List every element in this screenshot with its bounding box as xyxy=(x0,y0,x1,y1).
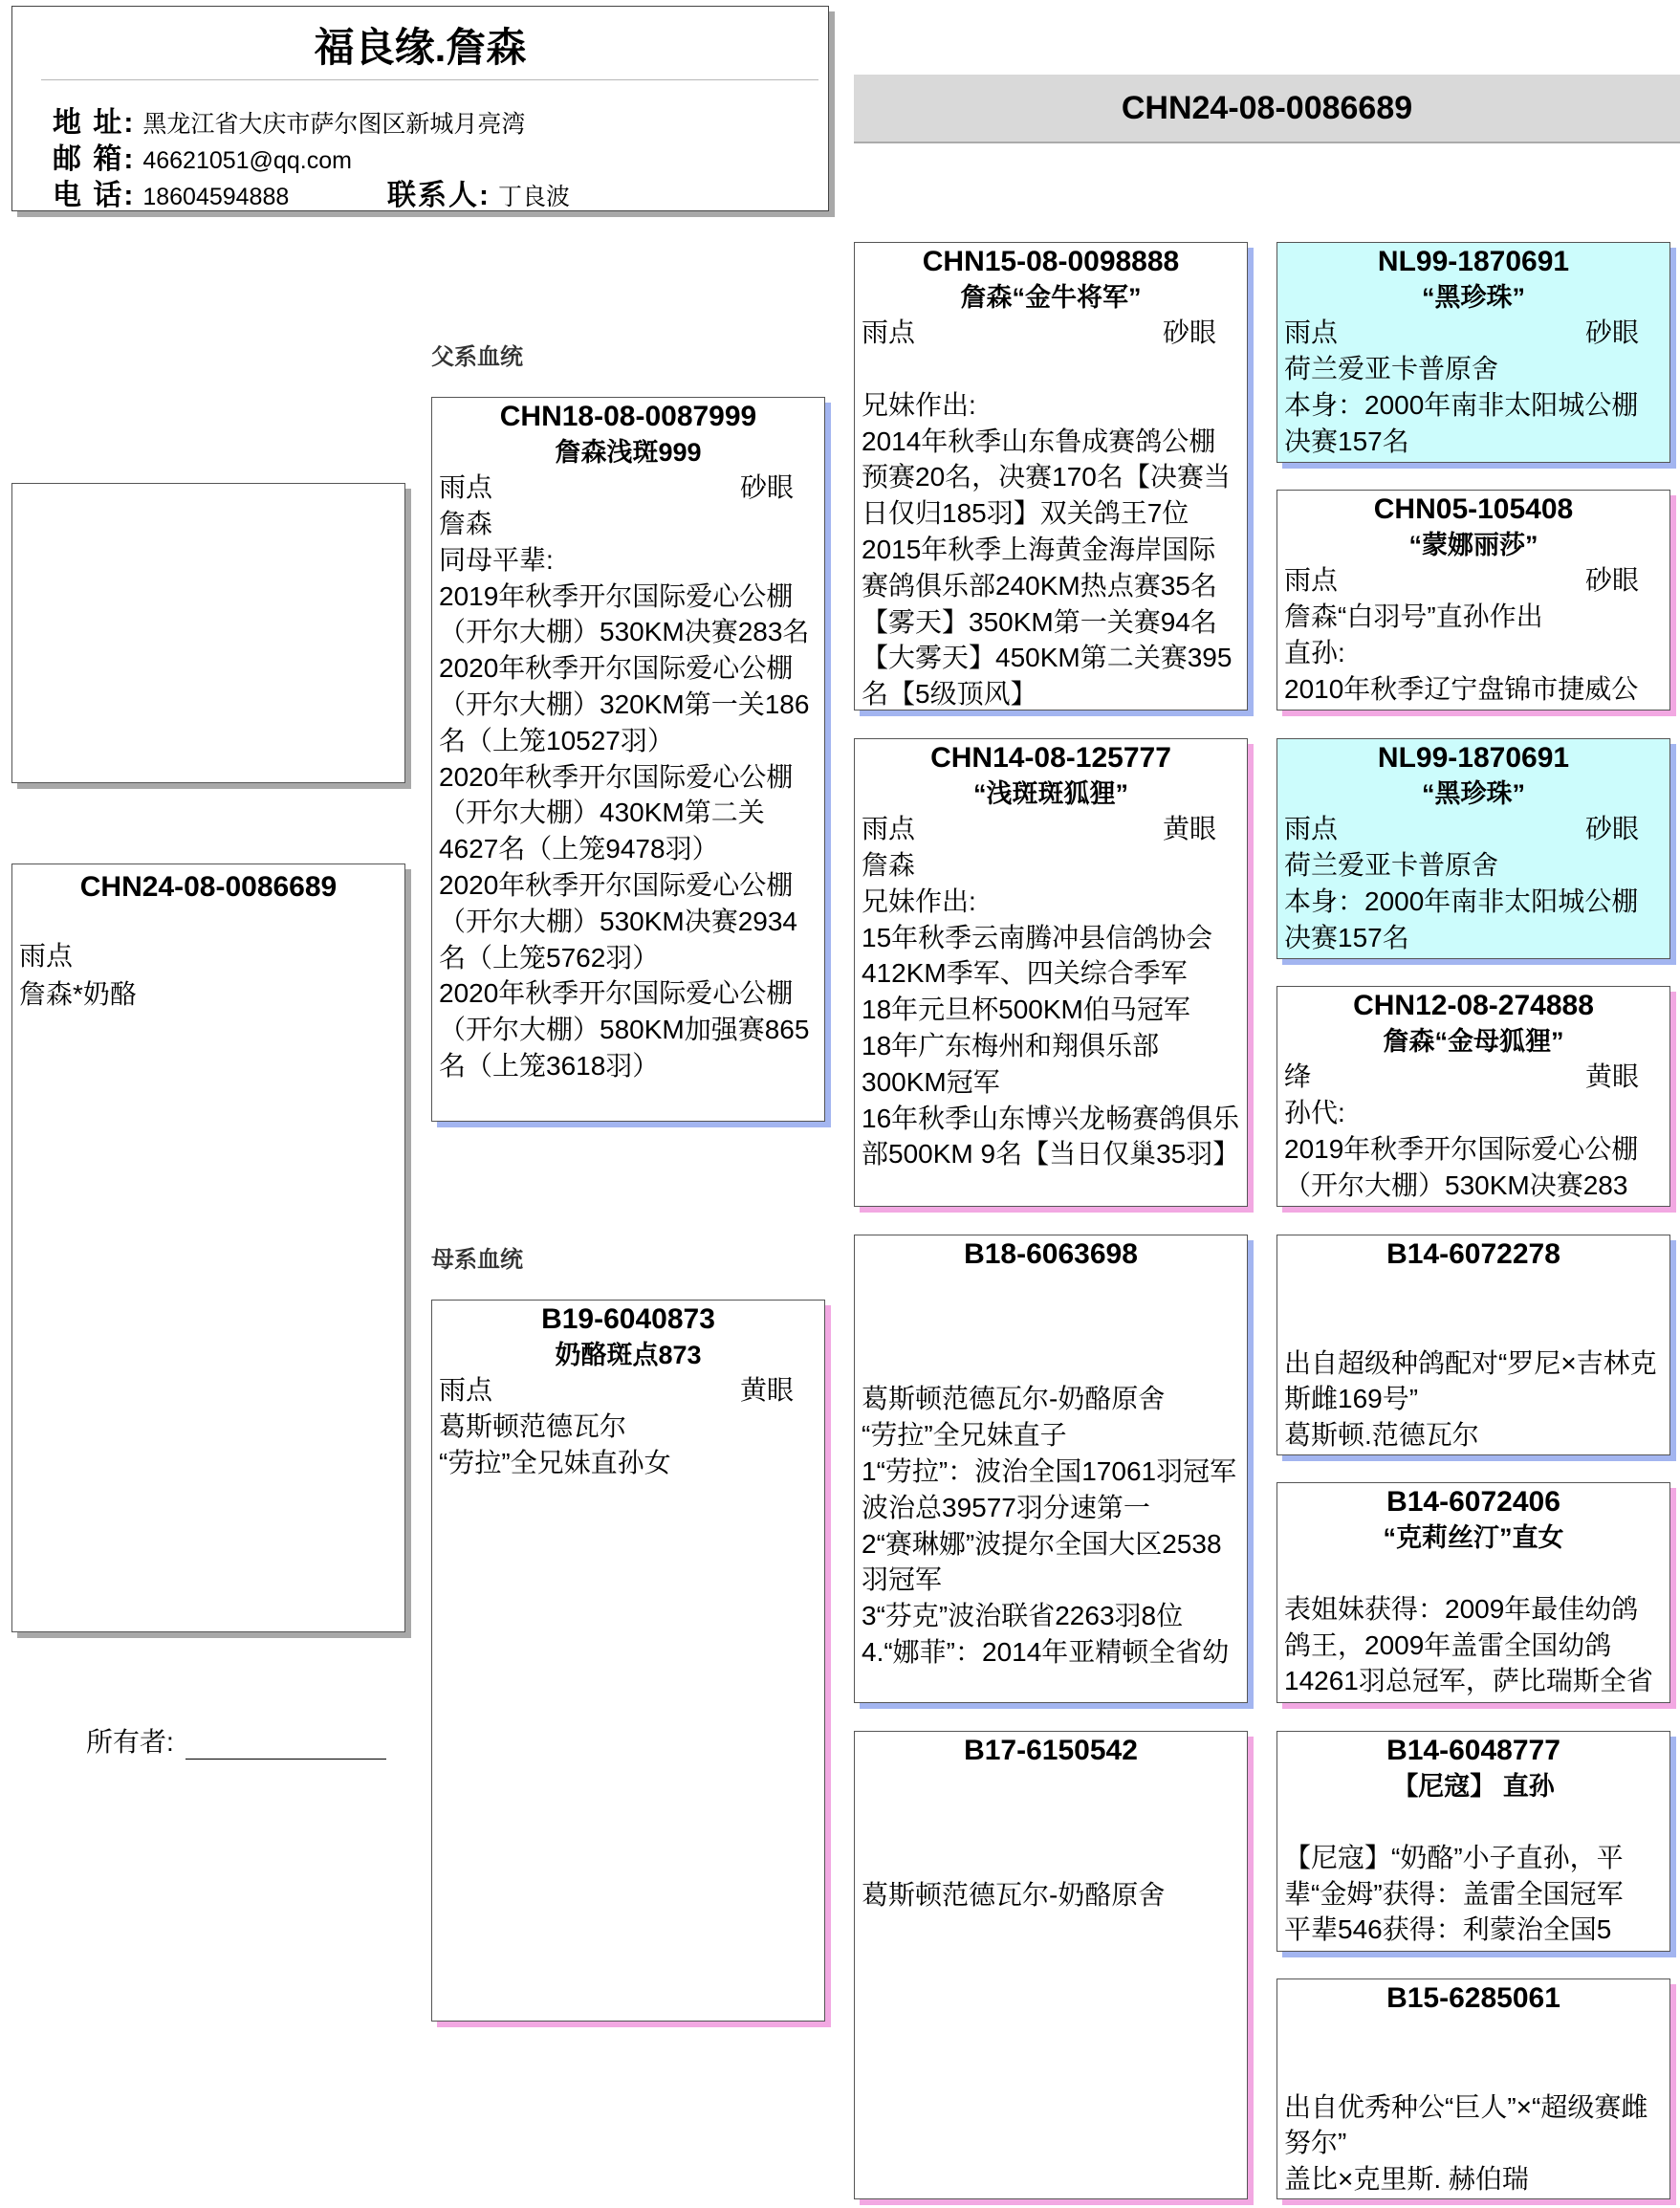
dam-sire-notes: 葛斯顿范德瓦尔-奶酪原舍 “劳拉”全兄妹直子 1“劳拉”：波治全国17061羽冠军 波治总39577羽分速第一 2“赛琳娜”波提尔全国大区2538羽冠军 3“芬克”波治联省2263羽8位 4.“娜菲”：2014年亚精顿全省幼 xyxy=(862,1384,1237,1667)
sire-notes: 詹森 同母平辈: 2019年秋季开尔国际爱心公棚（开尔大棚）530KM决赛283名 2020年秋季开尔国际爱心公棚（开尔大棚）320KM第一关186名（上笼10527羽） 2020年秋季开尔国际爱心公棚（开尔大棚）430KM第二关4627名（上笼9478羽） 2020年秋季开尔国际爱心公棚（开尔大棚）530KM决赛2934名（上笼5762羽） 2020年秋季开尔国际爱心公棚（开尔大棚）580KM加强赛865名（上笼3618羽） xyxy=(439,509,810,1081)
sire-sire-meta xyxy=(855,315,1247,351)
sss-name: “黑珍珠” xyxy=(1422,283,1525,312)
sdd-color: 绛 xyxy=(1284,1061,1312,1091)
sire-color: 雨点 xyxy=(439,472,493,502)
pedigree-title-bar: CHN24-08-0086689 xyxy=(854,75,1680,143)
sss-eye: 砂眼 xyxy=(1584,317,1639,347)
contact-label: 联系人: xyxy=(387,180,491,211)
sdd-meta xyxy=(1277,1059,1669,1095)
sdd-name: 詹森“金母狐狸” xyxy=(1383,1027,1564,1056)
sire-name: 詹森浅斑999 xyxy=(555,438,702,467)
sire-line-label: 父系血统 xyxy=(431,344,523,370)
sire-sire-notes: 兄妹作出: 2014年秋季山东鲁成赛鸽公棚预赛20名，决赛170名【决赛当日仅归185羽】双关鸽王7位 2015年秋季上海黄金海岸国际赛鸽俱乐部240KM热点赛35名【雾天】350KM第一关赛94名【大雾天】450KM第二关赛395名【5级顶风】 xyxy=(862,389,1233,710)
sire-dam-card xyxy=(854,738,1248,1207)
sdd-eye: 黄眼 xyxy=(1584,1061,1639,1091)
sds-color: 雨点 xyxy=(1284,814,1339,843)
ddd-ring: B15-6285061 xyxy=(1386,1982,1560,2014)
sds-name: “黑珍珠” xyxy=(1422,779,1525,808)
dam-notes: 葛斯顿范德瓦尔 “劳拉”全兄妹直孙女 xyxy=(439,1411,671,1477)
address-value: 黑龙江省大庆市萨尔图区新城月亮湾 xyxy=(142,111,526,138)
ssd-name: “蒙娜丽莎” xyxy=(1408,531,1538,559)
owner-field xyxy=(86,1721,386,1760)
dss-ring: B14-6072278 xyxy=(1386,1238,1560,1270)
sire-dam-name: “浅斑斑狐狸” xyxy=(973,779,1128,808)
sire-sire-eye: 砂眼 xyxy=(1162,317,1216,347)
email-value: 46621051@qq.com xyxy=(142,147,352,174)
sdd-notes: 孙代: 2019年秋季开尔国际爱心公棚（开尔大棚）530KM决赛283 xyxy=(1284,1098,1639,1200)
sss-meta xyxy=(1277,315,1669,351)
ssd-notes: 詹森“白羽号”直孙作出 直孙: 2010年秋季辽宁盘锦市捷威公 xyxy=(1284,601,1639,704)
owner-label: 所有者: xyxy=(86,1727,174,1757)
sds-meta xyxy=(1277,811,1669,847)
sss-color: 雨点 xyxy=(1284,317,1339,347)
sds-card xyxy=(1276,738,1670,959)
sds-notes: 荷兰爱亚卡普原舍 本身：2000年南非太阳城公棚决赛157名 xyxy=(1284,850,1639,952)
dam-line-label: 母系血统 xyxy=(431,1247,523,1273)
dsd-name: “克莉丝汀”直女 xyxy=(1383,1523,1564,1552)
dss-card xyxy=(1276,1235,1670,1455)
sire-dam-notes: 詹森 兄妹作出: 15年秋季云南腾冲县信鸽协会412KM季军、四关综合季军 18年元旦杯500KM伯马冠军 18年广东梅州和翔俱乐部300KM冠军 16年秋季山东博兴龙畅赛鸽俱乐部500KM 9名【当日仅巢35羽】 xyxy=(862,850,1240,1170)
sire-dam-eye: 黄眼 xyxy=(1162,814,1216,843)
main-bird-notes: 雨点 詹森*奶酪 xyxy=(19,941,137,1009)
sire-dam-meta xyxy=(855,811,1247,847)
sss-card xyxy=(1276,242,1670,463)
dam-dam-card xyxy=(854,1731,1248,2199)
sire-sire-card xyxy=(854,242,1248,710)
dam-meta xyxy=(432,1372,824,1409)
sire-sire-ring: CHN15-08-0098888 xyxy=(922,246,1180,277)
ssd-color: 雨点 xyxy=(1284,565,1339,595)
sss-ring: NL99-1870691 xyxy=(1377,246,1570,277)
email-label: 邮 箱: xyxy=(53,143,136,175)
ssd-card xyxy=(1276,490,1670,710)
dam-eye: 黄眼 xyxy=(739,1375,794,1405)
sire-meta xyxy=(432,470,824,506)
dam-ring: B19-6040873 xyxy=(541,1303,715,1335)
sire-dam-ring: CHN14-08-125777 xyxy=(930,742,1171,774)
sire-eye: 砂眼 xyxy=(739,472,794,502)
phone-value: 18604594888 xyxy=(142,184,290,210)
ddd-notes: 出自优秀种公“巨人”×“超级赛雌努尔” 盖比×克里斯. 赫伯瑞 xyxy=(1284,2091,1648,2195)
sire-sire-color: 雨点 xyxy=(862,317,916,347)
dam-sire-ring: B18-6063698 xyxy=(964,1238,1138,1270)
dsd-notes: 表姐妹获得：2009年最佳幼鸽鸽王，2009年盖雷全国幼鸽14261羽总冠军，萨比瑞斯全省 xyxy=(1284,1593,1653,1696)
sds-eye: 砂眼 xyxy=(1584,814,1639,843)
dds-notes: 【尼寇】“奶酪”小子直孙，平辈“金姆”获得：盖雷全国冠军 平辈546获得：利蒙治全国5 xyxy=(1284,1842,1624,1945)
dam-dam-ring: B17-6150542 xyxy=(964,1735,1138,1766)
ssd-eye: 砂眼 xyxy=(1584,565,1639,595)
divider xyxy=(41,79,818,80)
dds-name: 【尼寇】 直孙 xyxy=(1392,1772,1555,1801)
dsd-card xyxy=(1276,1482,1670,1703)
sire-dam-color: 雨点 xyxy=(862,814,916,843)
main-bird-card xyxy=(11,864,405,1632)
phone-label: 电 话: xyxy=(53,180,136,211)
bird-photo-frame xyxy=(11,483,405,783)
sds-ring: NL99-1870691 xyxy=(1377,742,1570,774)
ssd-meta xyxy=(1277,562,1669,599)
dam-sire-card xyxy=(854,1235,1248,1703)
dds-ring: B14-6048777 xyxy=(1386,1735,1560,1766)
owner-signature-line[interactable] xyxy=(185,1736,386,1760)
loft-title: 福良缘.詹森 xyxy=(314,25,527,70)
dam-color: 雨点 xyxy=(439,1375,493,1405)
dam-card xyxy=(431,1300,825,2022)
loft-info-panel xyxy=(11,6,829,211)
main-bird-ring: CHN24-08-0086689 xyxy=(79,871,338,903)
ssd-ring: CHN05-105408 xyxy=(1373,493,1574,525)
sss-notes: 荷兰爱亚卡普原舍 本身：2000年南非太阳城公棚决赛157名 xyxy=(1284,354,1639,456)
dds-card xyxy=(1276,1731,1670,1952)
sire-ring: CHN18-08-0087999 xyxy=(499,401,757,432)
dsd-ring: B14-6072406 xyxy=(1386,1486,1560,1518)
address-label: 地 址: xyxy=(53,107,136,139)
dam-name: 奶酪斑点873 xyxy=(555,1341,702,1369)
dss-notes: 出自超级种鸽配对“罗尼×吉林克斯雌169号” 葛斯顿.范德瓦尔 xyxy=(1284,1347,1657,1451)
phone-row xyxy=(53,171,289,213)
sire-sire-name: 詹森“金牛将军” xyxy=(960,283,1142,312)
ddd-card xyxy=(1276,1978,1670,2199)
sdd-card xyxy=(1276,986,1670,1207)
contact-row xyxy=(387,171,570,213)
dam-dam-notes: 葛斯顿范德瓦尔-奶酪原舍 xyxy=(862,1880,1166,1911)
contact-value: 丁良波 xyxy=(498,184,571,210)
sdd-ring: CHN12-08-274888 xyxy=(1353,990,1594,1021)
sire-card xyxy=(431,397,825,1122)
